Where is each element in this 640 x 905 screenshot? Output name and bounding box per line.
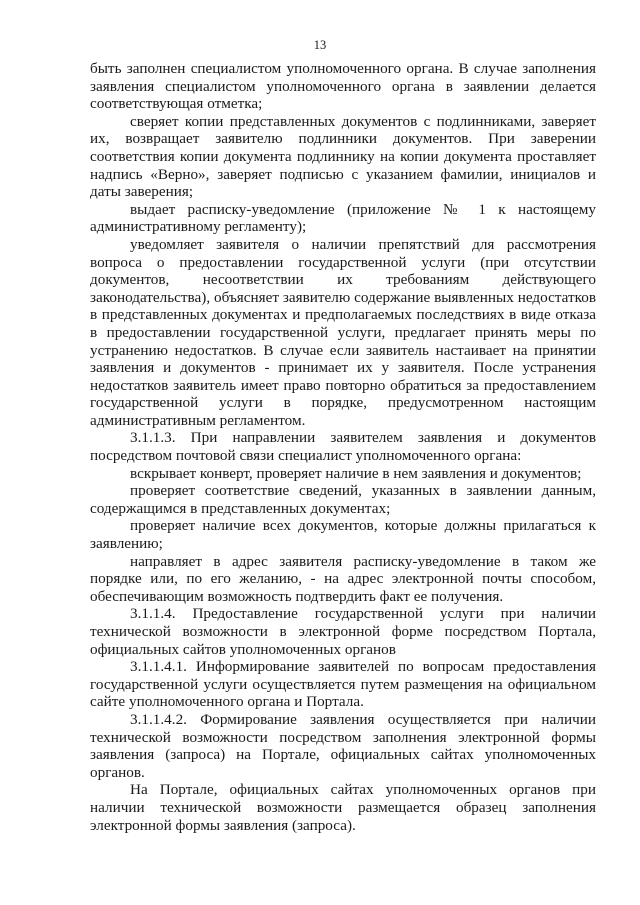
paragraph: На Портале, официальных сайтах уполномоченных органов при наличии технической возможности размещается образец заполнения электронной формы заявления (запроса). [90,781,596,834]
paragraph: проверяет соответствие сведений, указанных в заявлении данным, содержащимся в представленных документах; [90,482,596,517]
paragraph: проверяет наличие всех документов, которые должны прилагаться к заявлению; [90,517,596,553]
paragraph: вскрывает конверт, проверяет наличие в нем заявления и документов; [130,464,582,482]
paragraph: 3.1.1.4.1. Информирование заявителей по вопросам предоставления государственной услуги осуществляется путем размещения на официальном сайте уполномоченного органа и Портала. [90,658,596,711]
paragraph: сверяет копии представленных документов с подлинниками, заверяет их, возвращает заявителю подлинники документов. При заверении соответствия копии документа подлиннику на копии документа проставляет надпись «Верно», заверяет подписью с указанием фамилии, инициалов и даты заверения; [90,112,596,201]
paragraph: уведомляет заявителя о наличии препятствий для рассмотрения вопроса о предоставлении государственной услуги (при отсутствии документов, несоответствии их требованиям действующего законодательства), объясняет заявителю содержание выявленных недостатков в представленных документах и предполагаемых последствиях в виде отказа в предоставлении государственной услуги, предлагает принять меры по устранению недостатков. В случае если заявитель настаивает на принятии заявления и документов - принимает их у заявителя. После устранения недостатков заявитель имеет право повторно обратиться за предоставлением государственной услуги в порядке, предусмотренном настоящим административным регламентом. [90,235,596,429]
document-body [90,60,596,834]
paragraph: выдает расписку-уведомление (приложение № 1 к настоящему административному регламенту); [90,200,596,236]
paragraph: 3.1.1.4. Предоставление государственной услуги при наличии технической возможности в электронной форме посредством Портала, официальных сайтов уполномоченных органов [90,605,596,658]
paragraph: направляет в адрес заявителя расписку-уведомление в таком же порядке или, по его желанию, - на адрес электронной почты способом, обеспечивающим возможность подтвердить факт ее получения. [90,552,596,605]
page-number: 13 [313,38,327,52]
paragraph: 3.1.1.3. При направлении заявителем заявления и документов посредством почтовой связи специалист уполномоченного органа: [90,429,596,465]
paragraph: быть заполнен специалистом уполномоченного органа. В случае заполнения заявления специалистом уполномоченного органа в заявлении делается соответствующая отметка; [90,60,596,113]
paragraph: 3.1.1.4.2. Формирование заявления осуществляется при наличии технической возможности посредством заполнения электронной формы заявления (запроса) на Портале, официальных сайтах уполномоченных органов. [90,710,596,781]
